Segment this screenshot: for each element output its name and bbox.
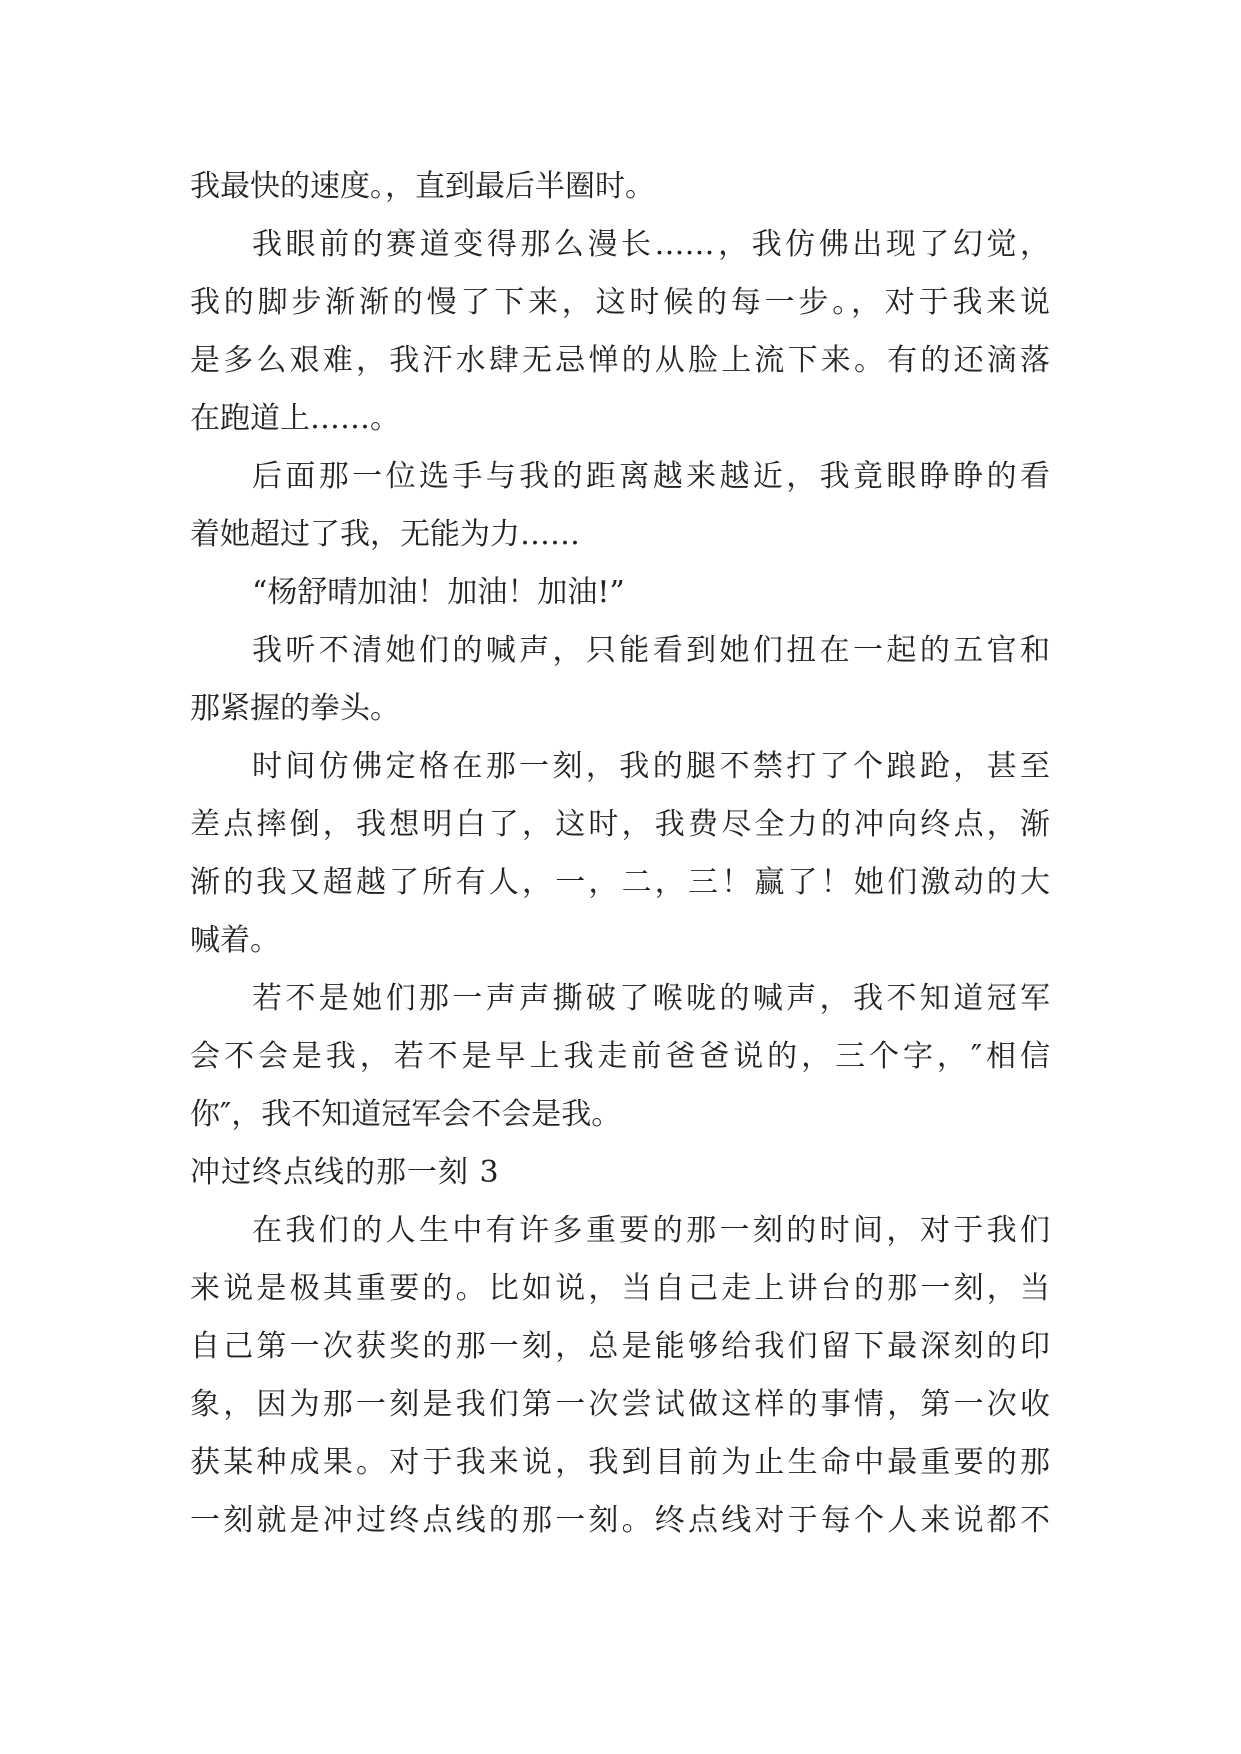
text-line: 喊着。 [190,923,280,958]
text-line: 在跑道上……。 [190,401,400,436]
text-line: 那紧握的拳头。 [190,691,400,726]
text-line: 来说是极其重要的。比如说，当自己走上讲台的那一刻，当 [190,1271,1050,1306]
text-line: 后面那一位选手与我的距离越来越近，我竟眼睁睁的看 [252,459,1050,494]
text-line: 获某种成果。对于我来说，我到目前为止生命中最重要的那 [190,1445,1050,1480]
section-heading: 冲过终点线的那一刻 3 [190,1155,500,1190]
text-line: 是多么艰难，我汗水肆无忌惮的从脸上流下来。有的还滴落 [190,343,1050,378]
text-line: 时间仿佛定格在那一刻，我的腿不禁打了个踉跄，甚至 [252,749,1050,784]
text-line: 象，因为那一刻是我们第一次尝试做这样的事情，第一次收 [190,1387,1050,1422]
text-line: 着她超过了我，无能为力…… [190,517,580,552]
text-line: 在我们的人生中有许多重要的那一刻的时间，对于我们 [252,1213,1050,1248]
text-line: 我的脚步渐渐的慢了下来，这时候的每一步。，对于我来说 [190,285,1050,320]
text-line: 我听不清她们的喊声，只能看到她们扭在一起的五官和 [252,633,1050,668]
text-line: 若不是她们那一声声撕破了喉咙的喊声，我不知道冠军 [252,981,1050,1016]
text-line: “杨舒晴加油！加油！加油!” [252,575,625,610]
text-line: 我眼前的赛道变得那么漫长……，我仿佛出现了幻觉， [252,227,1050,262]
text-line: 差点摔倒，我想明白了，这时，我费尽全力的冲向终点，渐 [190,807,1050,842]
document-body [190,158,1050,1550]
text-line: 渐的我又超越了所有人，一，二，三！赢了！她们激动的大 [190,865,1050,900]
text-line: 一刻就是冲过终点线的那一刻。终点线对于每个人来说都不 [190,1503,1050,1538]
text-line: 我最快的速度。，直到最后半圈时。 [190,169,655,204]
text-line: 你″，我不知道冠军会不会是我。 [190,1097,622,1132]
text-line: 会不会是我，若不是早上我走前爸爸说的，三个字，″相信 [190,1039,1050,1074]
text-line: 自己第一次获奖的那一刻，总是能够给我们留下最深刻的印 [190,1329,1050,1364]
